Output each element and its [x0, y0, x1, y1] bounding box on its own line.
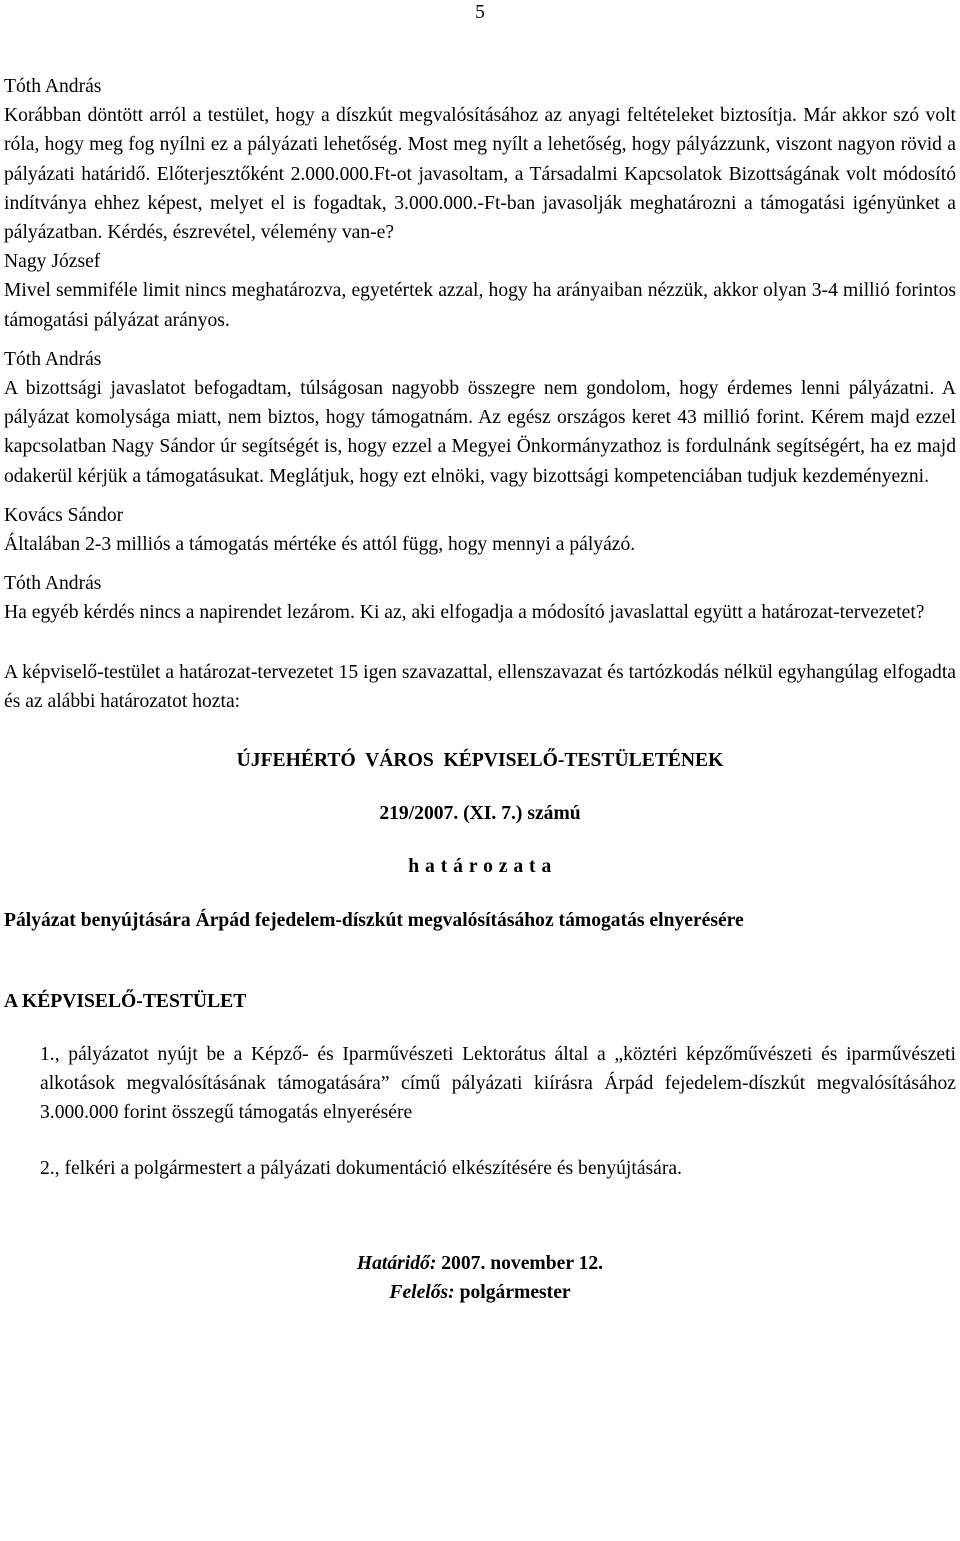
- speech-text: Ha egyéb kérdés nincs a napirendet lezárom. Ki az, aki elfogadja a módosító javaslattal együtt a határozat-tervezetet?: [4, 602, 925, 624]
- speech-text: A bizottsági javaslatot befogadtam, túlságosan nagyobb összegre nem gondolom, hogy érdemes lenni pályázatni. A pályázat komolysága miatt, nem biztos, hogy támogatnám. Az egész országos keret 43 millió forint. Kérem majd ezzel kapcsolatban Nagy Sándor úr segítségét is, hogy ezzel a Megyei Önkormányzathoz is fordulnánk segítségért, ha ez majd odakerül kérjük a támogatásukat. Meglátjuk, hogy ezt elnöki, vagy bizottsági kompetenciában tudjuk kezdeményezni.: [4, 378, 956, 487]
- deadline-value: 2007. november 12.: [436, 1252, 604, 1274]
- deadline-line: [4, 1249, 956, 1278]
- speaker-name: Nagy József: [4, 251, 101, 273]
- resolution-item-2: 2., felkéri a polgármestert a pályázati dokumentáció elkészítésére és benyújtására.: [40, 1157, 682, 1179]
- speaker-name: Tóth András: [4, 573, 102, 595]
- speech-block: [4, 569, 956, 627]
- resolution-title: Pályázat benyújtására Árpád fejedelem-díszkút megvalósításához támogatás elnyerésére: [4, 909, 744, 931]
- resolution-heading: ÚJFEHÉRTÓ VÁROS KÉPVISELŐ-TESTÜLETÉNEK: [236, 750, 724, 772]
- document-body: [4, 72, 956, 1307]
- responsible-label: Felelős:: [389, 1282, 455, 1304]
- responsible-value: polgármester: [454, 1282, 571, 1304]
- vote-result: A képviselő-testület a határozat-tervezetet 15 igen szavazattal, ellenszavazat és tartózkodás nélkül egyhangúlag elfogadta és az alábbi határozatot hozta:: [4, 661, 956, 712]
- body-heading: A KÉPVISELŐ-TESTÜLET: [4, 990, 247, 1012]
- responsible-line: [4, 1278, 956, 1307]
- speech-text: Mivel semmiféle limit nincs meghatározva, egyetértek azzal, hogy ha arányaiban nézzük, akkor olyan 3-4 millió forintos támogatási pályázat arányos.: [4, 280, 956, 331]
- speech-block: [4, 247, 956, 335]
- resolution-word: h a t á r o z a t a: [408, 856, 552, 878]
- speech-text: Általában 2-3 milliós a támogatás mértéke és attól függ, hogy mennyi a pályázó.: [4, 534, 636, 556]
- speech-text: Korábban döntött arról a testület, hogy a díszkút megvalósításához az anyagi feltételeket biztosítja. Már akkor szó volt róla, hogy meg fog nyílni ez a pályázati lehetőség. Most meg nyílt a lehetőség, hogy pályázzunk, viszont nagyon rövid a pályázati határidő. Előterjesztőként 2.000.000.Ft-ot javasoltam, a Társadalmi Kapcsolatok Bizottságának volt módosító indítványa ehhez képest, melyet el is fogadtak, 3.000.000.-Ft-ban javasolják meghatározni a támogatási igényünket a pályázatban. Kérdés, észrevétel, vélemény van-e?: [4, 105, 956, 244]
- resolution-item-1: 1., pályázatot nyújt be a Képző- és Iparművészeti Lektorátus által a „köztéri képzőművészeti és iparművészeti alkotások megvalósításának támogatására” című pályázati kiírásra Árpád fejedelem-díszkút megvalósításához 3.000.000 forint összegű támogatás elnyerésére: [40, 1044, 956, 1124]
- resolution-number: 219/2007. (XI. 7.) számú: [379, 803, 581, 825]
- speaker-name: Tóth András: [4, 76, 102, 97]
- speech-block: [4, 345, 956, 491]
- deadline-label: Határidő:: [356, 1252, 437, 1274]
- page-number: 5: [475, 2, 485, 23]
- speech-block: [4, 501, 956, 559]
- speaker-name: Kovács Sándor: [4, 504, 124, 526]
- speaker-name: Tóth András: [4, 348, 102, 370]
- speech-block: [4, 72, 956, 247]
